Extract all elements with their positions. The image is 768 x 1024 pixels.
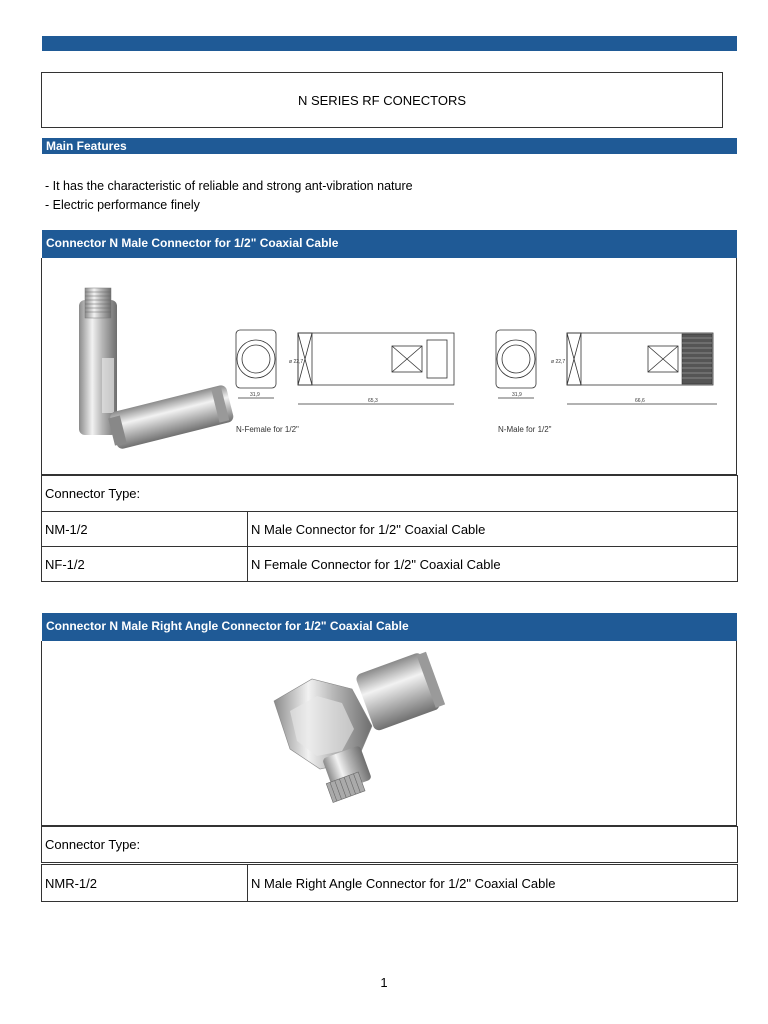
dim-male-len: 66,6 [635, 398, 645, 404]
connector-description: N Male Connector for 1/2" Coaxial Cable [251, 521, 486, 537]
feature-item: - Electric performance finely [45, 198, 200, 212]
connector-code: NF-1/2 [42, 547, 248, 581]
n-male-label: N-Male for 1/2" [498, 425, 552, 434]
dim-female-dia: 31,9 [250, 392, 260, 398]
dim-female-len: 65,3 [368, 398, 378, 404]
top-accent-bar [42, 36, 737, 51]
n-male-knurl [682, 334, 712, 384]
table-row [41, 546, 738, 582]
section1-image-panel [41, 258, 737, 475]
connector-photo [79, 288, 235, 450]
section1-heading: Connector N Male Connector for 1/2" Coaxial Cable [42, 230, 737, 258]
section2-image-panel [41, 641, 737, 826]
n-female-label: N-Female for 1/2" [236, 425, 299, 434]
dim-female-h: ø 22,7 [289, 359, 304, 365]
document-title: N SERIES RF CONECTORS [297, 92, 467, 108]
connector-code: NMR-1/2 [42, 865, 248, 901]
connector-type-label: Connector Type: [45, 837, 141, 852]
page-number: 1 [380, 975, 388, 990]
connector-type-label: Connector Type: [45, 486, 141, 501]
section1-connector-illustration [42, 258, 736, 474]
connector-description: N Female Connector for 1/2" Coaxial Cable [251, 556, 501, 572]
main-features-heading: Main Features [42, 138, 737, 154]
section1-type-label-row [41, 475, 738, 512]
section2-type-label-row [41, 826, 738, 863]
n-female-drawing [236, 330, 454, 404]
table-row [41, 864, 738, 902]
feature-item: - It has the characteristic of reliable and strong ant-vibration nature [45, 179, 413, 193]
document-title-box [41, 72, 723, 128]
connector-code: NM-1/2 [42, 512, 248, 546]
features-list [45, 177, 413, 215]
right-angle-connector-photo [42, 641, 736, 825]
dim-male-dia: 31,9 [512, 392, 522, 398]
dim-male-h: ø 22,7 [551, 359, 566, 365]
connector-description: N Male Right Angle Connector for 1/2" Coaxial Cable [251, 875, 556, 891]
table-row [41, 511, 738, 547]
section2-heading: Connector N Male Right Angle Connector for 1/2" Coaxial Cable [42, 613, 737, 641]
